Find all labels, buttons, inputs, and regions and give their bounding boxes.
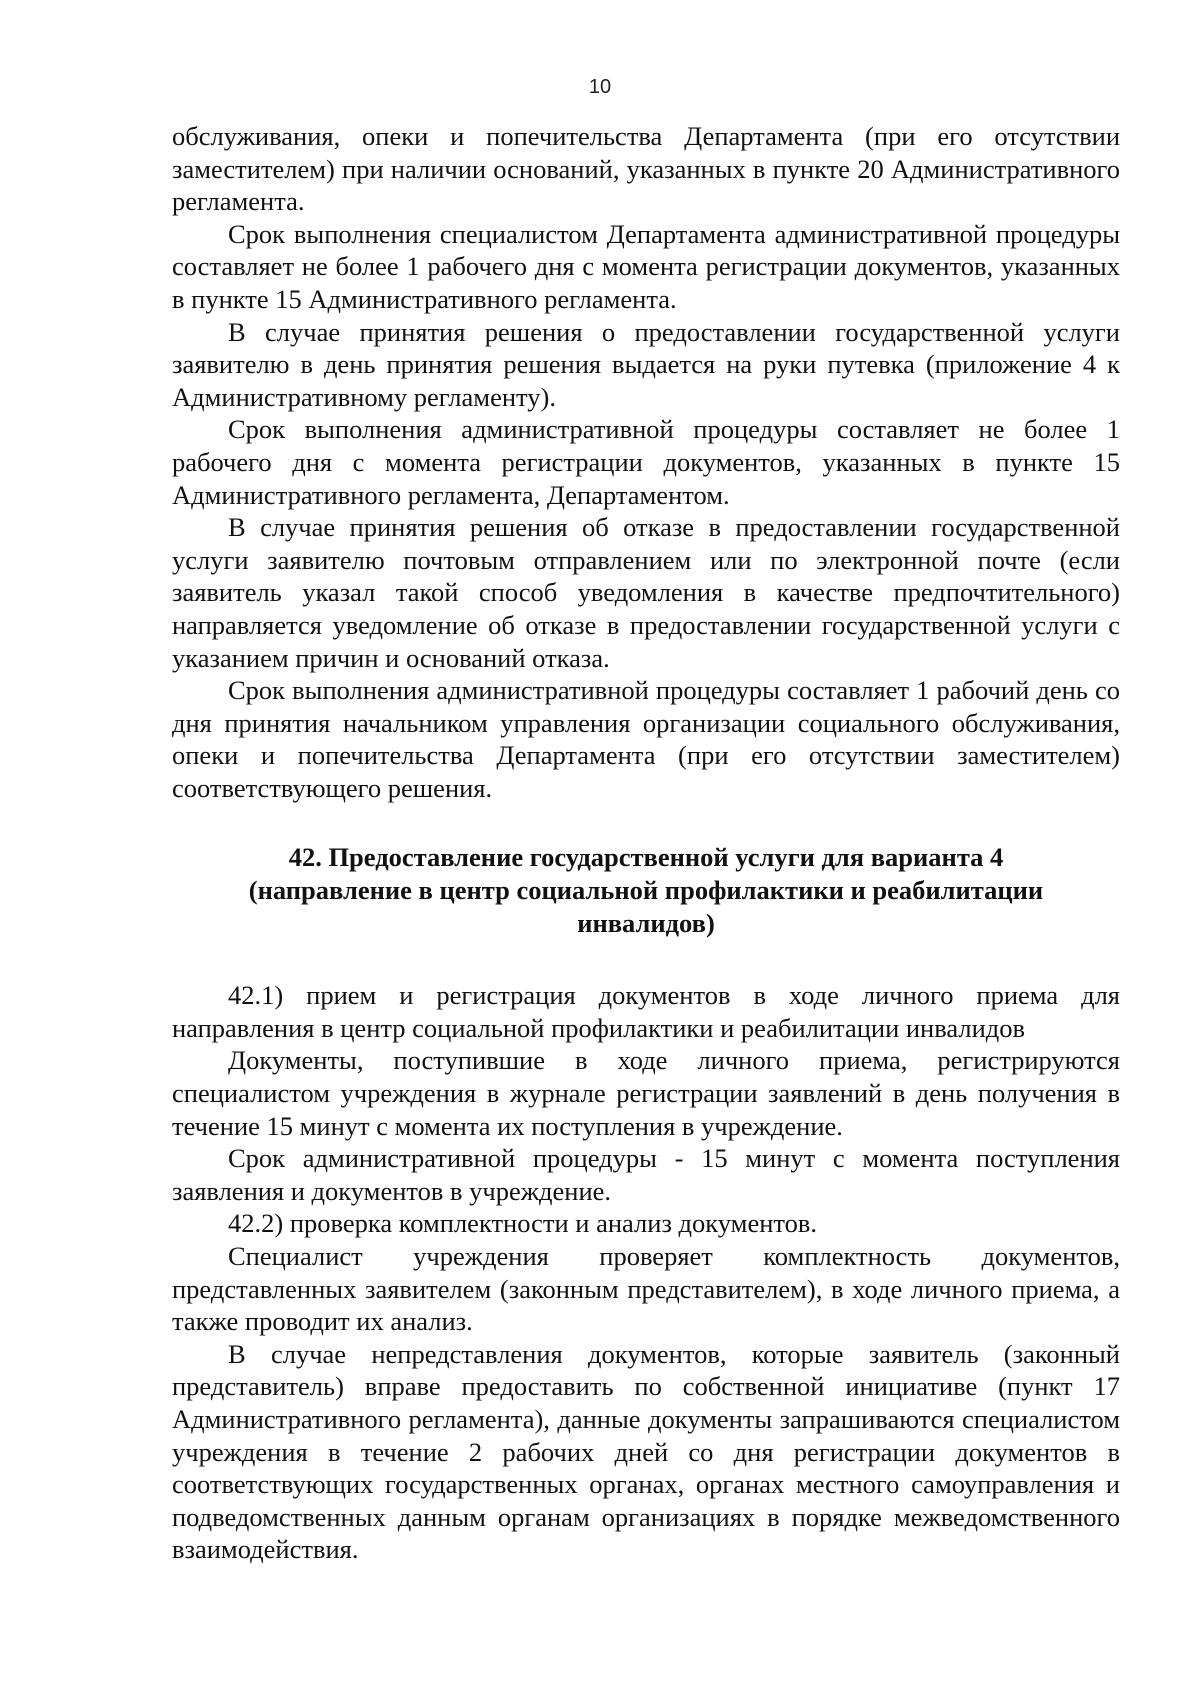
- document-body: [172, 120, 1120, 1566]
- paragraph: Срок административной процедуры - 15 минут с момента поступления заявления и документов в учреждение.: [172, 1143, 1120, 1206]
- paragraph: Срок выполнения административной процедуры составляет не более 1 рабочего дня с момента регистрации документов, указанных в пункте 15 Административного регламента, Департаментом.: [172, 414, 1120, 510]
- page-number: 10: [588, 76, 612, 98]
- paragraph: В случае принятия решения о предоставлении государственной услуги заявителю в день принятия решения выдается на руки путевка (приложение 4 к Административному регламенту).: [172, 316, 1120, 412]
- paragraph: Срок выполнения административной процедуры составляет 1 рабочий день со дня принятия начальником управления организации социального обслуживания, опеки и попечительства Департамента (при его отсутствии заместителем) соответствующего решения.: [172, 675, 1120, 803]
- paragraph: Срок выполнения специалистом Департамента административной процедуры составляет не более 1 рабочего дня с момента регистрации документов, указанных в пункте 15 Административного регламента.: [172, 218, 1120, 314]
- paragraph: обслуживания, опеки и попечительства Департамента (при его отсутствии заместителем) при наличии оснований, указанных в пункте 20 Административного регламента.: [172, 121, 1120, 217]
- paragraph: 42.2) проверка комплектности и анализ документов.: [228, 1208, 818, 1239]
- paragraph: В случае принятия решения об отказе в предоставлении государственной услуги заявителю почтовым отправлением или по электронной почте (если заявитель указал такой способ уведомления в качестве предпочтительного) направляется уведомление об отказе в предоставлении государственной услуги с указанием причин и оснований отказа.: [172, 512, 1120, 673]
- paragraph: 42.1) прием и регистрация документов в ходе личного приема для направления в центр социальной профилактики и реабилитации инвалидов: [172, 980, 1120, 1043]
- paragraph: Документы, поступившие в ходе личного приема, регистрируются специалистом учреждения в журнале регистрации заявлений в день получения в течение 15 минут с момента их поступления в учреждение.: [172, 1045, 1120, 1141]
- section-heading: 42. Предоставление государственной услуги для варианта 4 (направление в центр социальной профилактики и реабилитации инвалидов): [248, 842, 1044, 938]
- paragraph: В случае непредставления документов, которые заявитель (законный представитель) вправе предоставить по собственной инициативе (пункт 17 Административного регламента), данные документы запрашиваются специалистом учреждения в течение 2 рабочих дней со дня регистрации документов в соответствующих государственных органах, органах местного самоуправления и подведомственных данным органам организациях в порядке межведомственного взаимодействия.: [172, 1338, 1120, 1565]
- paragraph: Специалист учреждения проверяет комплектность документов, представленных заявителем (законным представителем), в ходе личного приема, а также проводит их анализ.: [172, 1241, 1120, 1337]
